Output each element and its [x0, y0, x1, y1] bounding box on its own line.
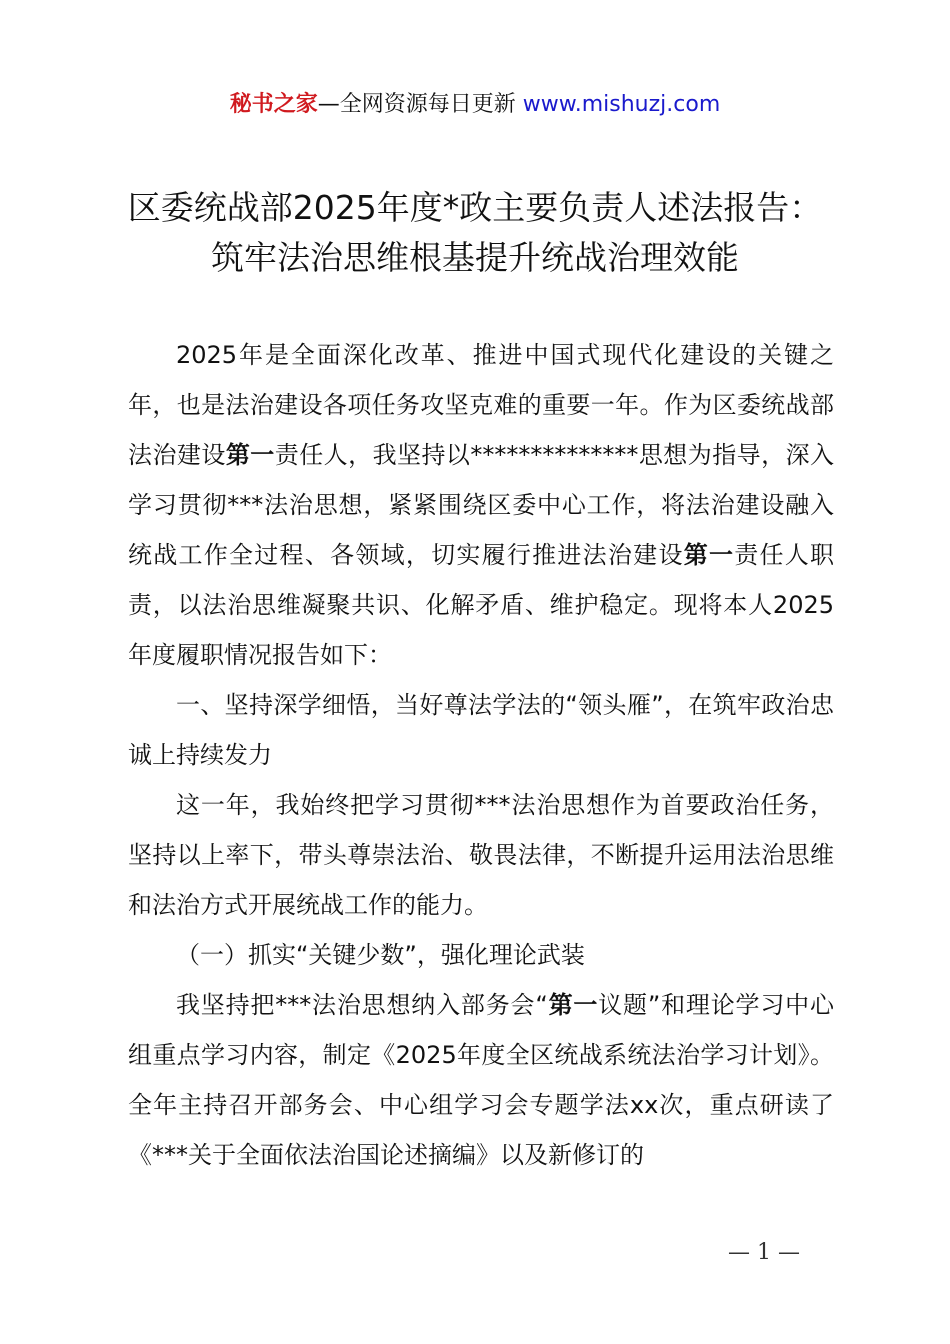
paragraph-intro: [128, 330, 834, 680]
paragraph-section-1: 这一年，我始终把学习贯彻***法治思想作为首要政治任务，坚持以上率下，带头尊崇法治、敬畏法律，不断提升运用法治思维和法治方式开展统战工作的能力。: [128, 791, 834, 919]
banner-site-link[interactable]: www.mishuzj.com: [522, 92, 721, 117]
intro-text-a: 2025年是全面深化改革、推进中国式现代化建设的关键之年，也是法治建设各项任务攻坚克难的重要一年。作为区委统战部法治建设: [128, 341, 834, 469]
banner-brand: 秘书之家: [229, 92, 318, 117]
title-line-2: 筑牢法治思维根基提升统战治理效能: [211, 238, 739, 277]
subsection-heading-1: （一）抓实“关键少数”，强化理论武装: [176, 941, 585, 969]
document-body: [128, 330, 834, 1180]
sub-bold: 第一: [547, 991, 599, 1019]
site-banner: [0, 88, 950, 122]
intro-bold-2: 第一: [683, 541, 735, 569]
section-heading-1: 一、坚持深学细悟，当好尊法学法的“领头雁”，在筑牢政治忠诚上持续发力: [128, 691, 834, 769]
sub-text-b: 议题”和理论学习中心组重点学习内容，制定《2025年度全区统战系统法治学习计划》。全年主持召开部务会、中心组学习会专题学法xx次，重点研读了《***关于全面依法治国论述摘编》以及新修订的: [128, 991, 834, 1169]
document-title: [0, 183, 950, 283]
page-number: — 1 —: [728, 1240, 800, 1265]
banner-slogan: —全网资源每日更新: [317, 92, 523, 117]
paragraph-subsection-1: [128, 980, 834, 1180]
intro-bold-1: 第一: [225, 441, 275, 469]
title-line-1: 区委统战部2025年度*政主要负责人述法报告：: [127, 188, 823, 227]
intro-text-c: 责任人职责，以法治思维凝聚共识、化解矛盾、维护稳定。现将本人2025年度履职情况报告如下：: [128, 541, 835, 669]
intro-text-b: 责任人，我坚持以**************思想为指导，深入学习贯彻***法治思想，紧紧围绕区委中心工作，将法治建设融入统战工作全过程、各领域，切实履行推进法治建设: [128, 441, 835, 569]
sub-text-a: 我坚持把***法治思想纳入部务会“: [176, 991, 548, 1019]
